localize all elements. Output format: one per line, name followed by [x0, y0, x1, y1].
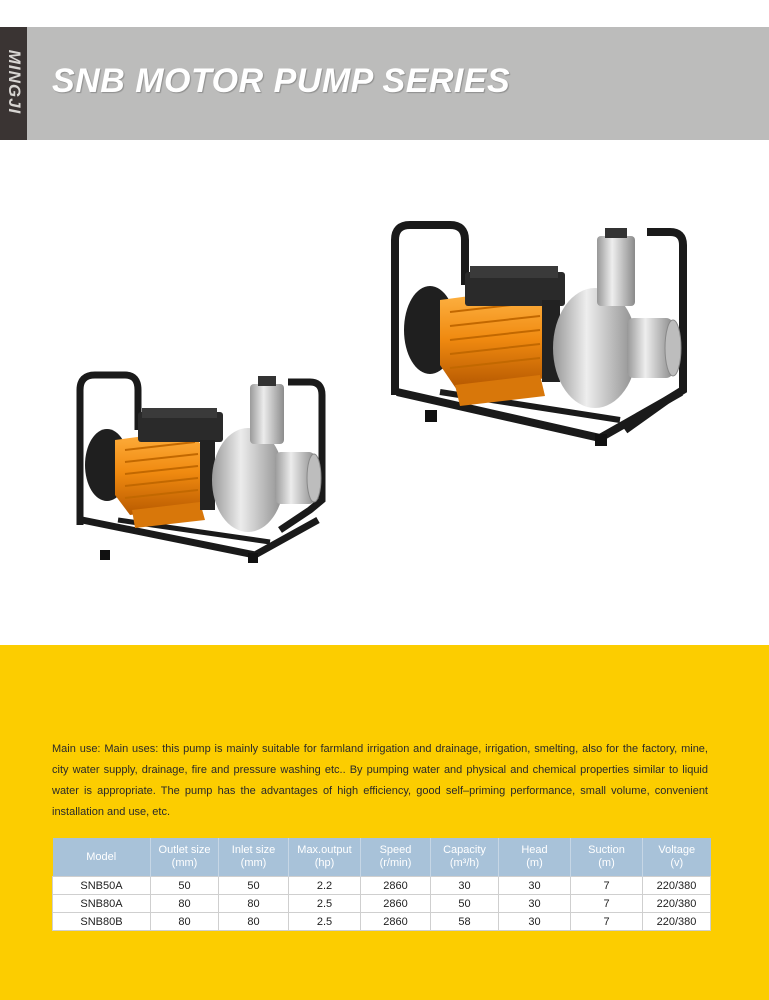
cell-capacity: 30 [431, 877, 499, 895]
cell-capacity: 50 [431, 895, 499, 913]
page-title: SNB MOTOR PUMP SERIES [52, 62, 511, 100]
pump-image-large [385, 220, 695, 455]
cell-inlet-size: 80 [219, 913, 289, 931]
header-model: Model [53, 838, 151, 877]
cell-speed: 2860 [361, 913, 431, 931]
pump-image-small [70, 370, 335, 570]
cell-suction: 7 [571, 877, 643, 895]
brand-logo: MINGJI [5, 49, 24, 115]
cell-outlet-size: 80 [151, 913, 219, 931]
cell-voltage: 220/380 [643, 913, 711, 931]
cell-speed: 2860 [361, 895, 431, 913]
cell-voltage: 220/380 [643, 895, 711, 913]
specs-table [52, 838, 711, 931]
cell-speed: 2860 [361, 877, 431, 895]
table-row [53, 913, 711, 931]
table-header-row [53, 838, 711, 877]
cell-max-output: 2.2 [289, 877, 361, 895]
cell-outlet-size: 80 [151, 895, 219, 913]
cell-suction: 7 [571, 895, 643, 913]
table-row [53, 895, 711, 913]
cell-model: SNB80A [53, 895, 151, 913]
cell-voltage: 220/380 [643, 877, 711, 895]
header-inlet-size: Inlet size (mm) [219, 838, 289, 877]
description-text: Main use: Main uses: this pump is mainly suitable for farmland irrigation and drainage, irrigation, smelting, also for the factory, mine, city water supply, drainage, fire and pressure washing etc.. By pumping water and physical and chemical properties similar to liquid water is appropriate. The pump has the advantages of high efficiency, good self–priming performance, small volume, convenient installation and use, etc. [52, 743, 708, 818]
header-head: Head (m) [499, 838, 571, 877]
cell-inlet-size: 80 [219, 895, 289, 913]
header-max-output: Max.output (hp) [289, 838, 361, 877]
header-voltage: Voltage (v) [643, 838, 711, 877]
cell-head: 30 [499, 895, 571, 913]
cell-capacity: 58 [431, 913, 499, 931]
header-capacity: Capacity (m³/h) [431, 838, 499, 877]
cell-model: SNB80B [53, 913, 151, 931]
cell-model: SNB50A [53, 877, 151, 895]
header-speed: Speed (r/min) [361, 838, 431, 877]
cell-outlet-size: 50 [151, 877, 219, 895]
cell-max-output: 2.5 [289, 895, 361, 913]
cell-suction: 7 [571, 913, 643, 931]
cell-head: 30 [499, 913, 571, 931]
cell-max-output: 2.5 [289, 913, 361, 931]
table-row [53, 877, 711, 895]
header-outlet-size: Outlet size (mm) [151, 838, 219, 877]
cell-inlet-size: 50 [219, 877, 289, 895]
header-suction: Suction (m) [571, 838, 643, 877]
cell-head: 30 [499, 877, 571, 895]
